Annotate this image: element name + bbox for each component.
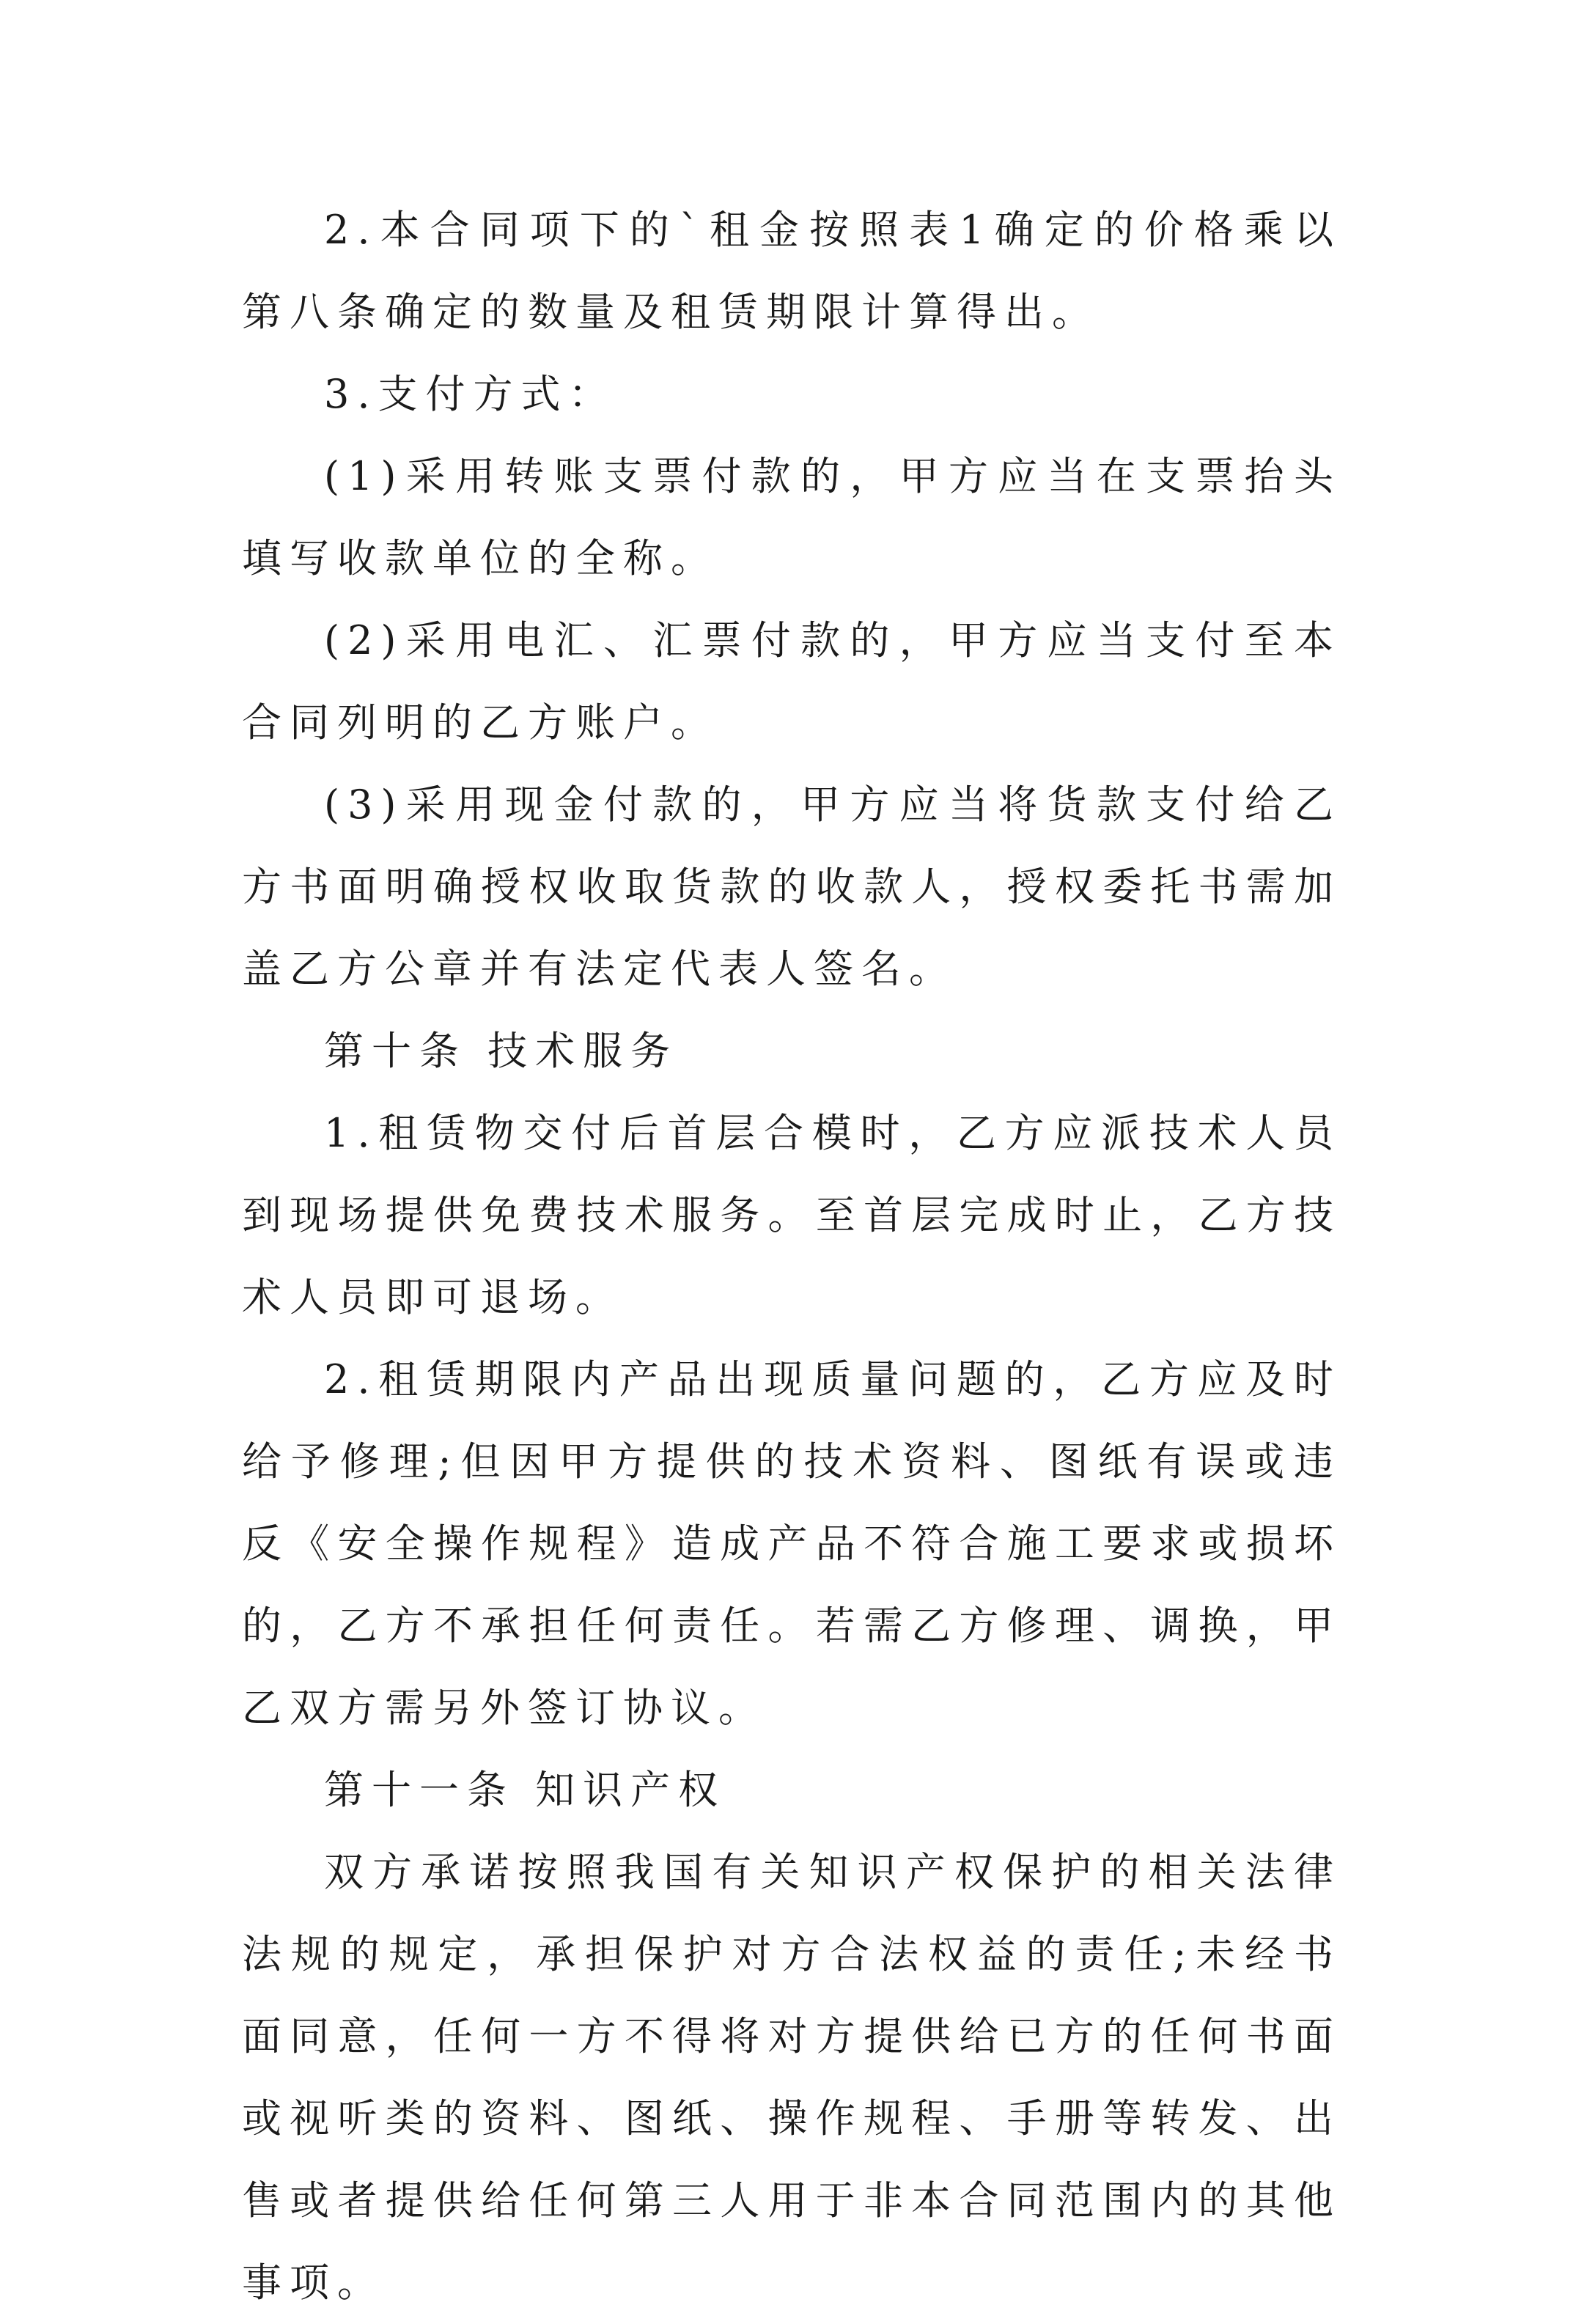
paragraph-technical-service-2: 2.租赁期限内产品出现质量问题的，乙方应及时给予修理;但因甲方提供的技术资料、图纸有误或违反《安全操作规程》造成产品不符合施工要求或损坏的，乙方不承担任何责任。若需乙方修理、调换，甲乙双方需另外签订协议。 [242, 1356, 1341, 1731]
paragraph-rent-calculation: 2.本合同项下的`租金按照表1确定的价格乘以第八条确定的数量及租赁期限计算得出。 [242, 207, 1341, 335]
paragraph-intellectual-property: 双方承诺按照我国有关知识产权保护的相关法律法规的规定，承担保护对方合法权益的责任;未经书面同意，任何一方不得将对方提供给已方的任何书面或视听类的资料、图纸、操作规程、手册等转发、出售或者提供给任何第三人用于非本合同范围内的其他事项。 [242, 1849, 1341, 2306]
heading-article-10: 第十条 技术服务 [324, 1028, 679, 1074]
paragraph-payment-cheque: (1)采用转账支票付款的，甲方应当在支票抬头填写收款单位的全称。 [242, 453, 1341, 581]
heading-article-11: 第十一条 知识产权 [324, 1767, 726, 1813]
document-body [242, 189, 1341, 2324]
paragraph-technical-service-1: 1.租赁物交付后首层合模时，乙方应派技术人员到现场提供免费技术服务。至首层完成时止，乙方技术人员即可退场。 [242, 1110, 1341, 1320]
paragraph-payment-wire: (2)采用电汇、汇票付款的，甲方应当支付至本合同列明的乙方账户。 [242, 617, 1341, 746]
paragraph-payment-cash: (3)采用现金付款的，甲方应当将货款支付给乙方书面明确授权收取货款的收款人，授权委托书需加盖乙方公章并有法定代表人签名。 [242, 782, 1341, 992]
paragraph-payment-method: 3.支付方式： [324, 371, 616, 417]
